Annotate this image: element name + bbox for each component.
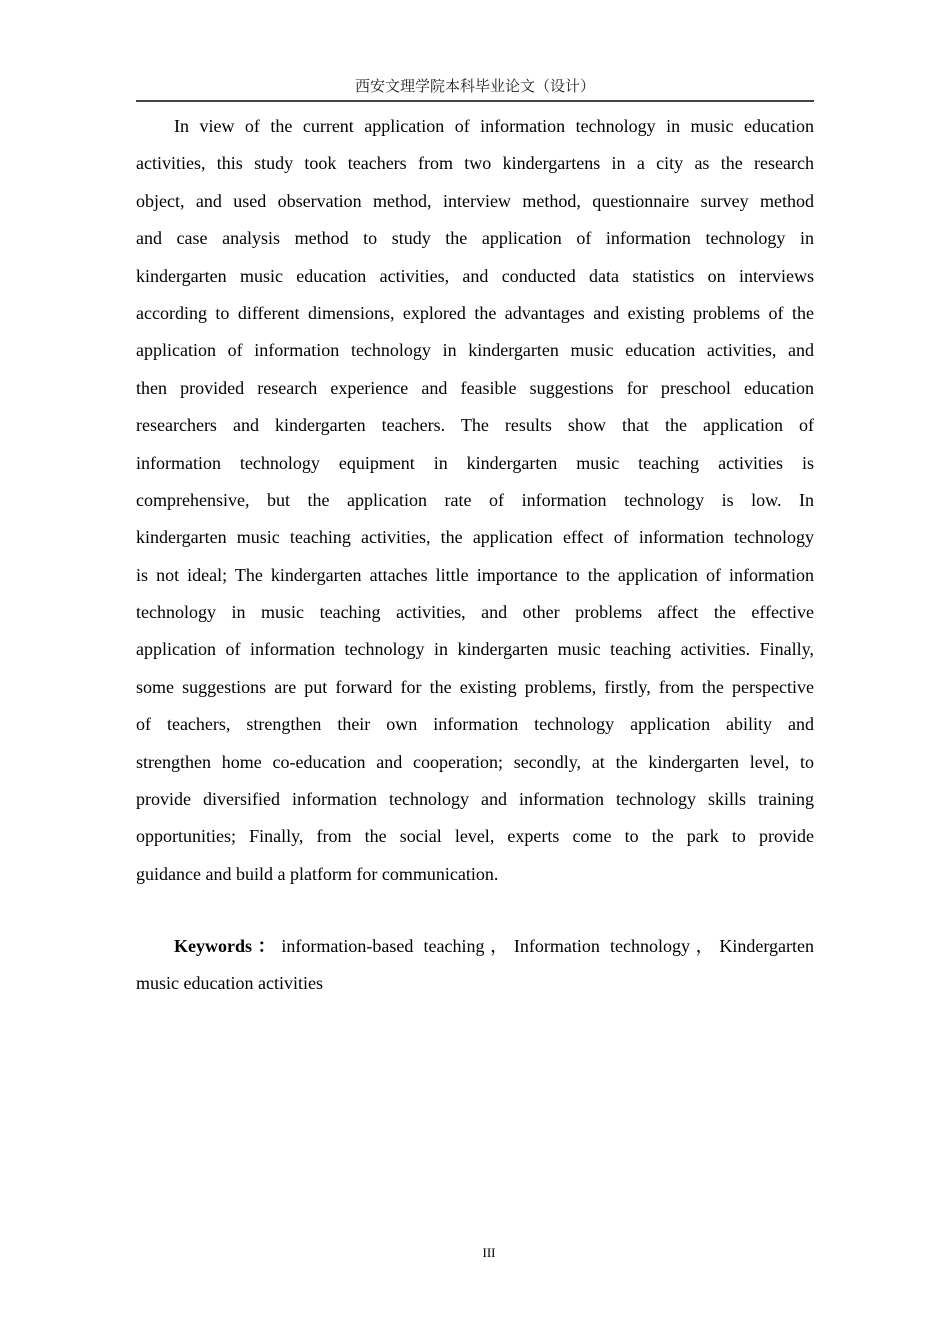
abstract-line: information technology equipment in kindergarten music teaching activities is [136, 452, 814, 473]
abstract-line: activities, this study took teachers from two kindergartens in a city as the research [136, 153, 814, 174]
abstract-line: application of information technology in kindergarten music education activities, and [136, 340, 814, 361]
abstract-line: kindergarten music education activities, and conducted data statistics on interviews [136, 265, 814, 286]
abstract-line: kindergarten music teaching activities, the application effect of information technology [136, 527, 814, 548]
header-rule [136, 100, 814, 102]
page-number: III [482, 1245, 496, 1260]
abstract-line: comprehensive, but the application rate of information technology is low. In [136, 489, 814, 510]
abstract-line: provide diversified information technology and information technology skills training [136, 789, 814, 810]
abstract-line: opportunities; Finally, from the social level, experts come to the park to provide [136, 826, 814, 847]
running-header: 西安文理学院本科毕业论文（设计） [354, 79, 595, 95]
keywords-line [136, 928, 814, 965]
keywords-label: Keywords： [174, 936, 282, 956]
abstract-line: In view of the current application of information technology in music education [174, 116, 814, 136]
abstract-line: object, and used observation method, interview method, questionnaire survey method [136, 190, 814, 211]
keywords-section [136, 928, 814, 1003]
abstract-line: application of information technology in kindergarten music teaching activities. Finally, [136, 639, 814, 660]
keywords-line-2: music education activities [136, 973, 323, 994]
abstract-line: according to different dimensions, explored the advantages and existing problems of the [136, 302, 814, 323]
abstract-line: strengthen home co-education and cooperation; secondly, at the kindergarten level, to [136, 751, 814, 772]
abstract-line: researchers and kindergarten teachers. The results show that the application of [136, 415, 814, 436]
abstract-line: technology in music teaching activities, and other problems affect the effective [136, 602, 814, 623]
abstract-line: then provided research experience and feasible suggestions for preschool education [136, 377, 814, 398]
abstract-line: some suggestions are put forward for the existing problems, firstly, from the perspective [136, 676, 814, 697]
abstract-line: guidance and build a platform for communication. [136, 863, 499, 884]
abstract-line: is not ideal; The kindergarten attaches little importance to the application of information [136, 564, 814, 585]
abstract-body [136, 108, 814, 893]
abstract-line: of teachers, strengthen their own information technology application ability and [136, 714, 814, 735]
abstract-line: and case analysis method to study the application of information technology in [136, 228, 814, 249]
keywords-text: information-based teaching，Information technology，Kindergarten [281, 936, 815, 956]
